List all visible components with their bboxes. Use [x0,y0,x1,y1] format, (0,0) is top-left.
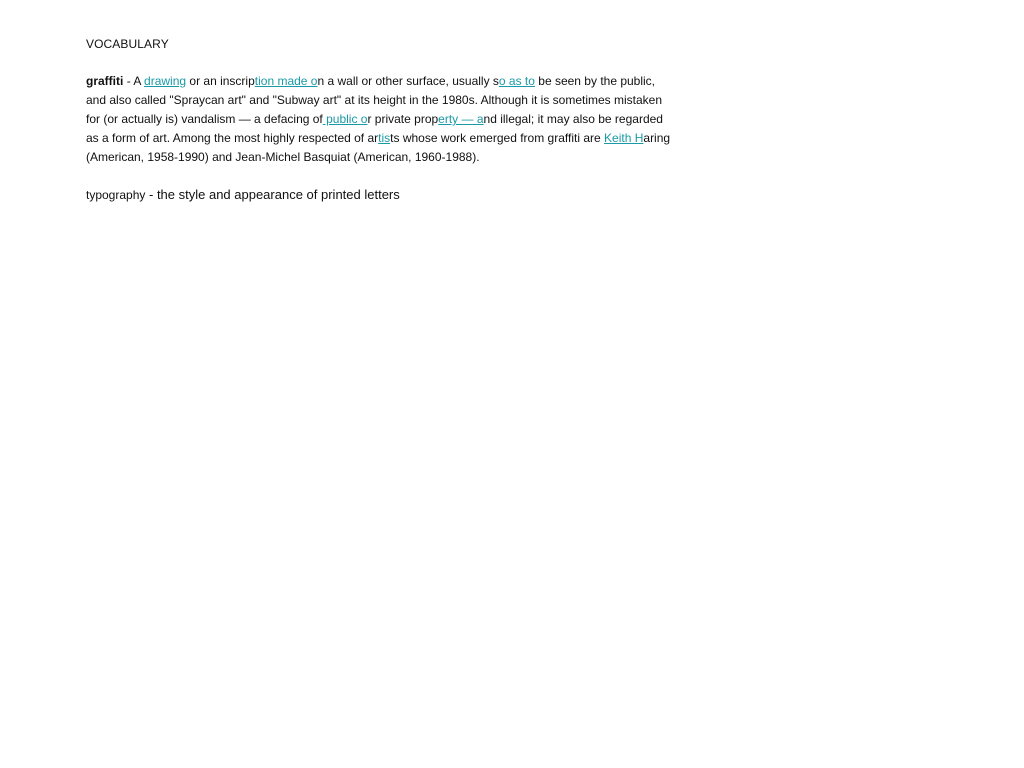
definition-line [86,110,686,129]
definition-text: aring [643,131,671,145]
definition-link[interactable]: Keith H [604,131,644,145]
definition-text: - A [126,74,145,88]
definition-link[interactable]: drawing [144,74,187,88]
definition-line [86,129,686,148]
definition-text: the style and appearance of printed letters [156,187,400,202]
definition-text: for (or actually is) vandalism — a defacing of [86,112,323,126]
definition-line [86,91,686,110]
definition-link[interactable]: erty — a [438,112,484,126]
definition-text: (American, 1958-1990) and Jean-Michel Basquiat (American, 1960-1988). [86,150,480,164]
vocabulary-term: graffiti [86,74,124,88]
definition-link[interactable]: tion made o [254,74,318,88]
definition-text: r private prop [367,112,439,126]
definition-text: and also called "Spraycan art" and "Subway art" at its height in the 1980s. Although it is sometimes mistaken [86,93,663,107]
definition-link[interactable]: public o [322,112,368,126]
definition-line [86,148,686,167]
definition-link[interactable]: o as to [498,74,535,88]
definition-line [86,72,686,91]
definition-text: n a wall or other surface, usually s [317,74,499,88]
definition-text: be seen by the public, [534,74,656,88]
page-heading: VOCABULARY [86,37,169,51]
vocabulary-term: typography [86,188,146,202]
definition-text: nd illegal; it may also be regarded [483,112,663,126]
vocabulary-entry-typography [86,186,400,204]
definition-link[interactable]: tis [378,131,391,145]
definition-text: or an inscrip [186,74,255,88]
definition-text: ts whose work emerged from graffiti are [390,131,605,145]
term-separator: - [145,187,157,202]
definition-text: as a form of art. Among the most highly respected of ar [86,131,379,145]
vocabulary-entry-graffiti [86,72,686,167]
